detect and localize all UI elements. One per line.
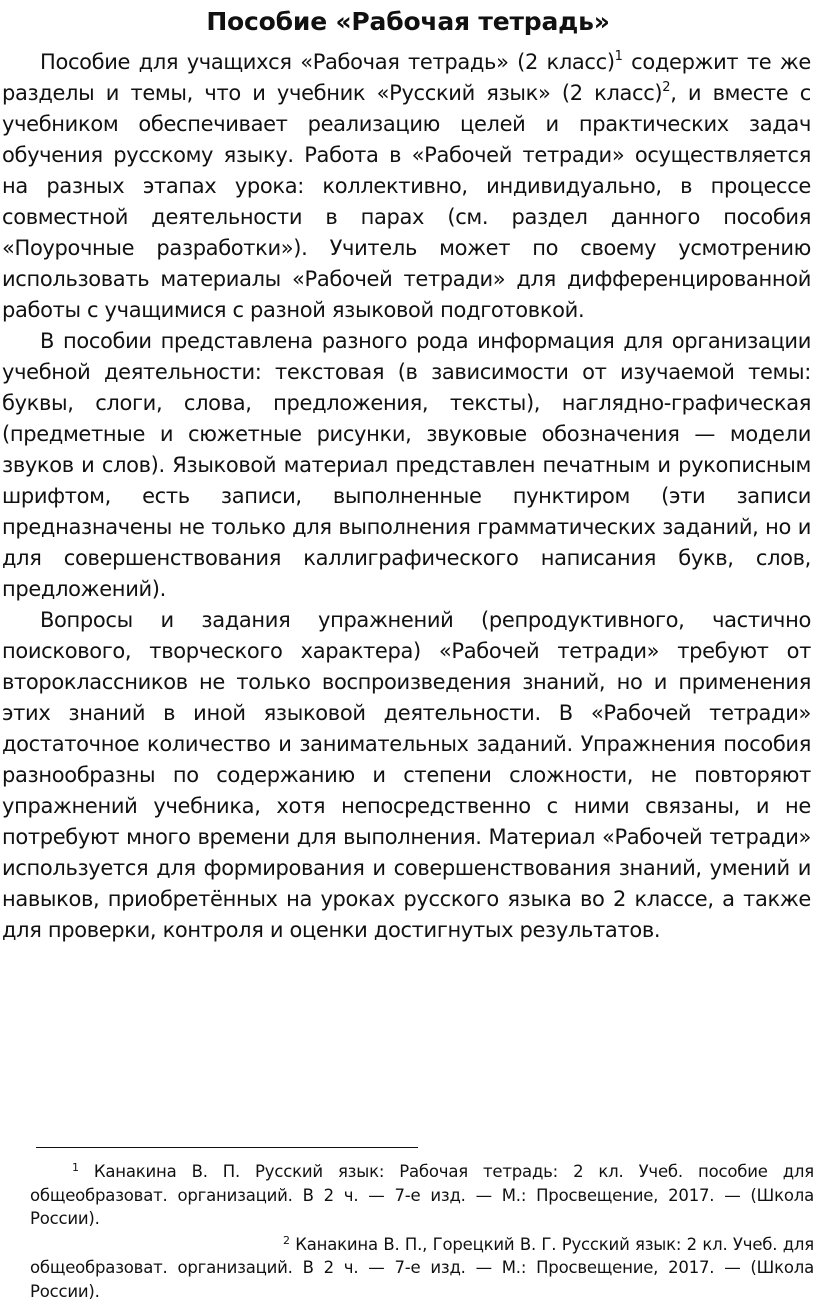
paragraph-1-part-c: , и вместе с учебником обеспечивает реализацию целей и практических задач обучения русскому языку. Работа в «Рабочей тетради» осуществляется на разных этапах урока: коллективно, индивидуально, в процессе совместной деятельности в парах (см. раздел данного пособия «Поурочные разработки»). Учитель может по своему усмотрению использовать материалы «Рабочей тетради» для дифференцированной работы с учащимися с разной языковой подготовкой. <box>2 81 811 322</box>
footnote-2-mark: 2 <box>283 1233 290 1247</box>
paragraph-3: Вопросы и задания упражнений (репродуктивного, частично поискового, творческого характера) «Рабочей тетради» требуют от второклассников не только воспроизведения знаний, но и применения этих знаний в иной языковой деятельности. В «Рабочей тетради» достаточное количество и занимательных заданий. Упражнения пособия разнообразны по содержанию и степени сложности, не повторяют упражнений учебника, хотя непосредственно с ними связаны, и не потребуют много времени для выполнения. Материал «Рабочей тетради» используется для формирования и совершенствования знаний, умений и навыков, приобретённых на уроках русского языка во 2 классе, а также для проверки, контроля и оценки достигнутых результатов. <box>2 608 811 942</box>
footnote-1-mark: 1 <box>72 1161 79 1174</box>
body-text <box>2 47 811 946</box>
paragraph-1-part-b: содержит те же разделы и темы, что и учебник «Русский язык» (2 класс) <box>2 50 811 105</box>
footnote-2-text: Канакина В. П., Горецкий В. Г. Русский язык: 2 кл. Учеб. для общеобразоват. организаций. В 2 ч. — 7-е изд. — М.: Просвещение, 2017. — (Школа России). <box>30 1234 814 1301</box>
footnote-divider <box>36 1147 418 1148</box>
footnote-ref-1: 1 <box>614 49 623 64</box>
paragraph-1-part-a: Пособие для учащихся «Рабочая тетрадь» (2 класс) <box>40 50 615 74</box>
footnotes <box>30 1160 814 1305</box>
footnote-2 <box>30 1233 814 1304</box>
footnote-1-text: Канакина В. П. Русский язык: Рабочая тетрадь: 2 кл. Учеб. пособие для общеобразоват. организаций. В 2 ч. — 7-е изд. — М.: Просвещение, 2017. — (Школа России). <box>30 1162 814 1228</box>
paragraph-1 <box>2 47 811 326</box>
paragraph-2: В пособии представлена разного рода информация для организации учебной деятельности: текстовая (в зависимости от изучаемой темы: буквы, слоги, слова, предложения, тексты), наглядно-графическая (предметные и сюжетные рисунки, звуковые обозначения — модели звуков и слов). Языковой материал представлен печатным и рукописным шрифтом, есть записи, выполненные пунктиром (эти записи предназначены не только для выполнения грамматических заданий, но и для совершенствования каллиграфического написания букв, слов, предложений). <box>2 329 811 601</box>
footnote-ref-2: 2 <box>662 80 671 95</box>
footnote-1 <box>30 1160 814 1231</box>
page-title: Пособие «Рабочая тетрадь» <box>206 7 610 36</box>
